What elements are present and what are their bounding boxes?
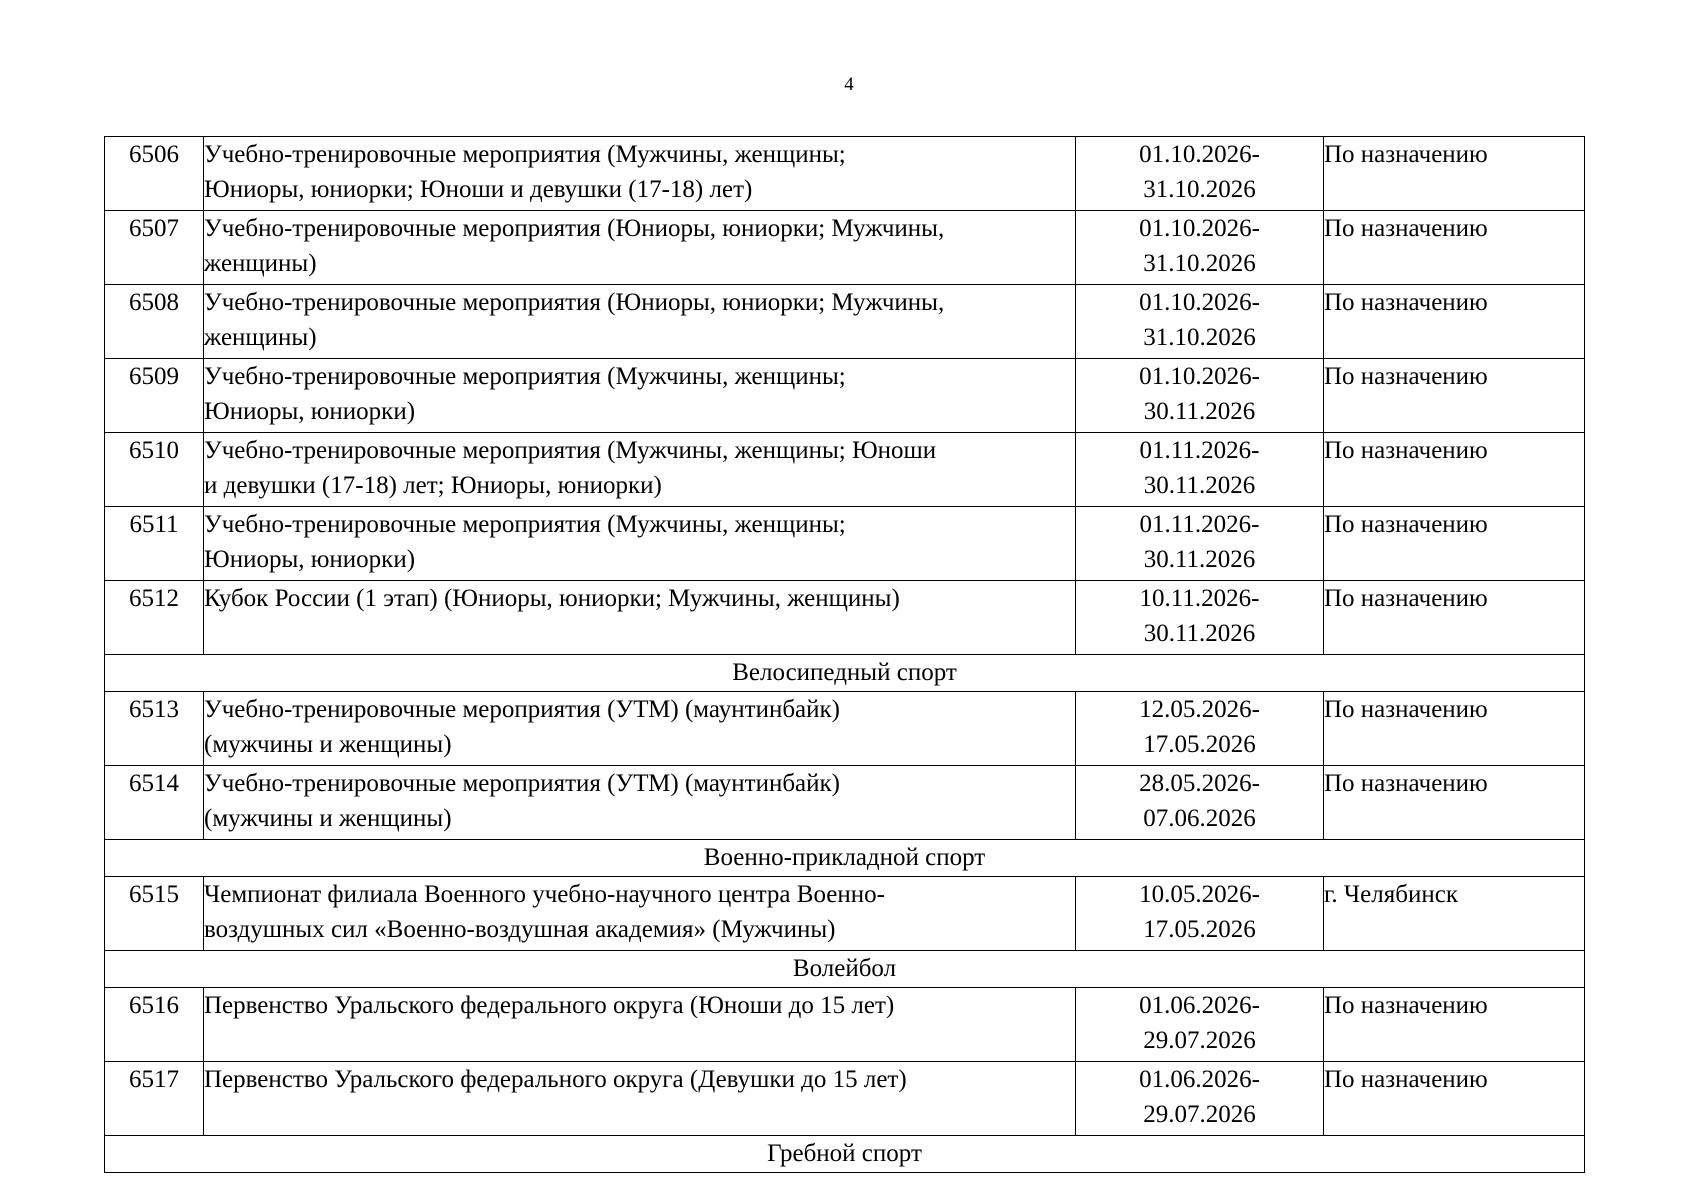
event-title: Учебно-тренировочные мероприятия (Мужчины, женщины; Юниоры, юниорки; Юноши и девушки (17-18) лет) <box>204 137 1076 211</box>
table-row <box>105 988 1585 1062</box>
event-title: Учебно-тренировочные мероприятия (Юниоры, юниорки; Мужчины, женщины) <box>204 285 1076 359</box>
section-title-cycling: Велосипедный спорт <box>105 655 1585 692</box>
event-title: Учебно-тренировочные мероприятия (Мужчины, женщины; Юноши и девушки (17-18) лет; Юниоры, юниорки) <box>204 433 1076 507</box>
table-row <box>105 877 1585 951</box>
table-row <box>105 766 1585 840</box>
event-number: 6512 <box>105 581 204 655</box>
event-dates: 12.05.2026- 17.05.2026 <box>1076 692 1324 766</box>
event-dates: 01.10.2026- 31.10.2026 <box>1076 285 1324 359</box>
event-title: Учебно-тренировочные мероприятия (УТМ) (маунтинбайк) (мужчины и женщины) <box>204 766 1076 840</box>
table-row <box>105 359 1585 433</box>
event-number: 6506 <box>105 137 204 211</box>
event-title: Первенство Уральского федерального округа (Юноши до 15 лет) <box>204 988 1076 1062</box>
event-dates: 01.06.2026- 29.07.2026 <box>1076 1062 1324 1136</box>
event-number: 6508 <box>105 285 204 359</box>
event-dates: 01.06.2026- 29.07.2026 <box>1076 988 1324 1062</box>
event-place: По назначению <box>1324 211 1585 285</box>
event-title: Первенство Уральского федерального округа (Девушки до 15 лет) <box>204 1062 1076 1136</box>
section-row <box>105 951 1585 988</box>
event-dates: 01.10.2026- 31.10.2026 <box>1076 211 1324 285</box>
event-dates: 01.10.2026- 30.11.2026 <box>1076 359 1324 433</box>
event-title: Учебно-тренировочные мероприятия (УТМ) (маунтинбайк) (мужчины и женщины) <box>204 692 1076 766</box>
page-number: 4 <box>844 74 854 95</box>
event-number: 6516 <box>105 988 204 1062</box>
section-title-rowing: Гребной спорт <box>105 1136 1585 1173</box>
event-place: По назначению <box>1324 359 1585 433</box>
table-row <box>105 137 1585 211</box>
event-dates: 10.05.2026- 17.05.2026 <box>1076 877 1324 951</box>
section-title-volleyball: Волейбол <box>105 951 1585 988</box>
event-number: 6507 <box>105 211 204 285</box>
event-dates: 28.05.2026- 07.06.2026 <box>1076 766 1324 840</box>
table-row <box>105 285 1585 359</box>
event-number: 6509 <box>105 359 204 433</box>
event-number: 6513 <box>105 692 204 766</box>
events-table-body <box>105 137 1585 1173</box>
event-place: По назначению <box>1324 1062 1585 1136</box>
table-row <box>105 581 1585 655</box>
event-number: 6517 <box>105 1062 204 1136</box>
table-row <box>105 507 1585 581</box>
event-dates: 01.11.2026- 30.11.2026 <box>1076 507 1324 581</box>
event-place: По назначению <box>1324 581 1585 655</box>
section-title-military: Военно-прикладной спорт <box>105 840 1585 877</box>
event-number: 6510 <box>105 433 204 507</box>
events-table <box>104 136 1585 1173</box>
table-row <box>105 211 1585 285</box>
event-number: 6515 <box>105 877 204 951</box>
event-title: Учебно-тренировочные мероприятия (Юниоры, юниорки; Мужчины, женщины) <box>204 211 1076 285</box>
event-title: Учебно-тренировочные мероприятия (Мужчины, женщины; Юниоры, юниорки) <box>204 359 1076 433</box>
event-place: По назначению <box>1324 285 1585 359</box>
event-title: Учебно-тренировочные мероприятия (Мужчины, женщины; Юниоры, юниорки) <box>204 507 1076 581</box>
event-number: 6511 <box>105 507 204 581</box>
section-row <box>105 840 1585 877</box>
table-row <box>105 433 1585 507</box>
event-dates: 01.11.2026- 30.11.2026 <box>1076 433 1324 507</box>
event-title: Чемпионат филиала Военного учебно-научного центра Военно- воздушных сил «Военно-воздушная академия» (Мужчины) <box>204 877 1076 951</box>
event-place: По назначению <box>1324 137 1585 211</box>
event-place: По назначению <box>1324 692 1585 766</box>
event-dates: 10.11.2026- 30.11.2026 <box>1076 581 1324 655</box>
table-row <box>105 692 1585 766</box>
event-place: По назначению <box>1324 507 1585 581</box>
event-place: По назначению <box>1324 433 1585 507</box>
event-dates: 01.10.2026- 31.10.2026 <box>1076 137 1324 211</box>
event-title: Кубок России (1 этап) (Юниоры, юниорки; Мужчины, женщины) <box>204 581 1076 655</box>
event-place: По назначению <box>1324 988 1585 1062</box>
section-row <box>105 1136 1585 1173</box>
event-place: По назначению <box>1324 766 1585 840</box>
section-row <box>105 655 1585 692</box>
event-place: г. Челябинск <box>1324 877 1585 951</box>
table-row <box>105 1062 1585 1136</box>
event-number: 6514 <box>105 766 204 840</box>
